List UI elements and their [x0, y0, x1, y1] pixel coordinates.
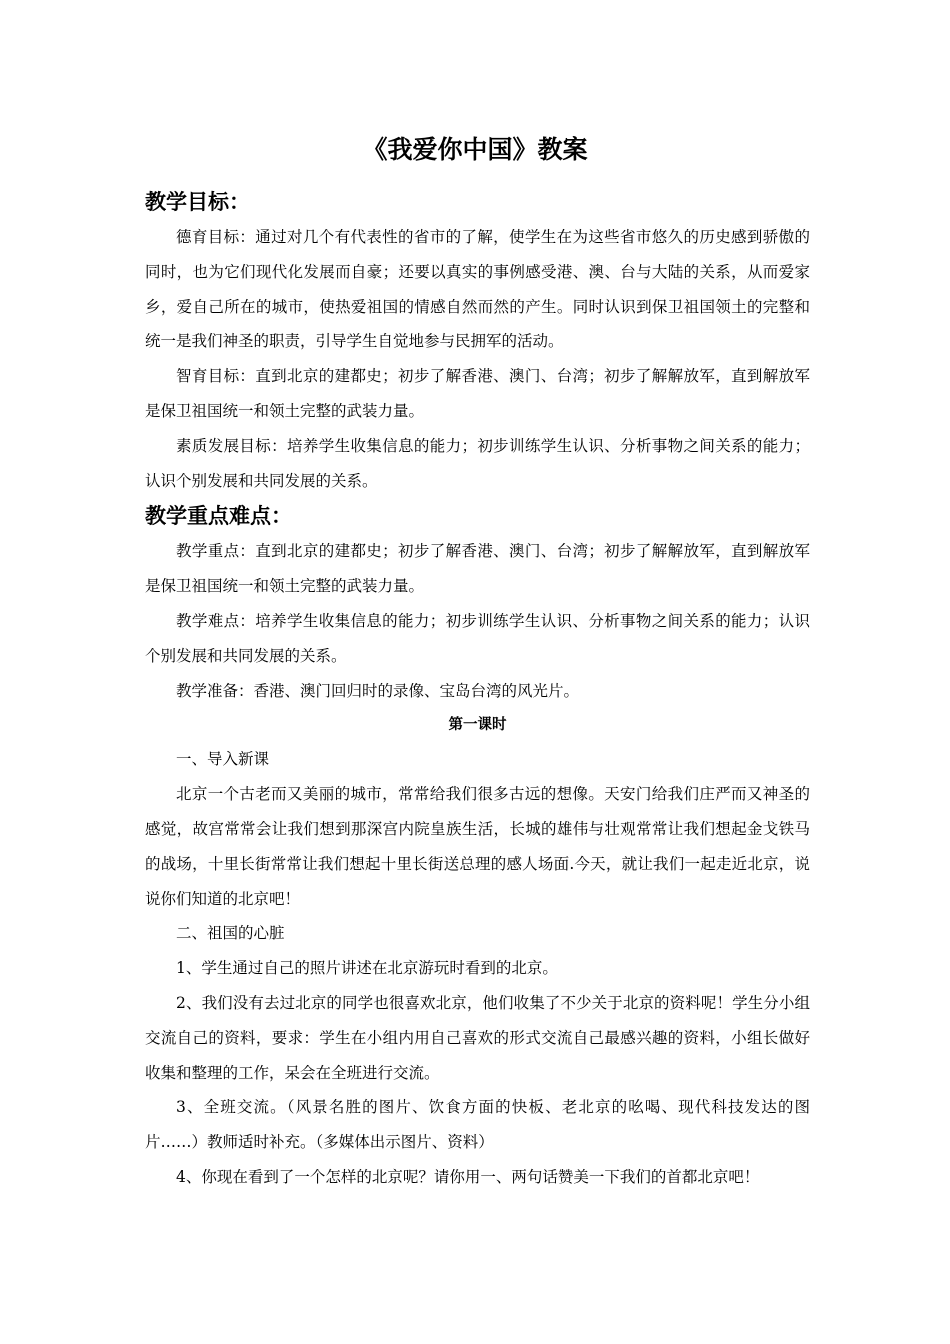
paragraph-step-3: 3、全班交流。（风景名胜的图片、饮食方面的快板、老北京的吆喝、现代科技发达的图片……）教师适时补充。（多媒体出示图片、资料）	[145, 1098, 810, 1152]
paragraph-step-4: 4、你现在看到了一个怎样的北京呢？请你用一、两句话赞美一下我们的首都北京吧！	[176, 1167, 760, 1186]
section-heading: 教学重点难点：	[145, 504, 292, 529]
paragraph-intro-text: 北京一个古老而又美丽的城市，常常给我们很多古远的想像。天安门给我们庄严而又神圣的感觉，故宫常常会让我们想到那深宫内院皇族生活，长城的雄伟与壮观常常让我们想起金戈铁马的战场，十里长街常常让我们想起十里长街送总理的感人场面.今天，就让我们一起走近北京，说说你们知道的北京吧！	[145, 785, 810, 908]
paragraph-step-1: 1、学生通过自己的照片讲述在北京游玩时看到的北京。	[176, 959, 558, 978]
paragraph-difficulty: 教学难点：培养学生收集信息的能力；初步训练学生认识、分析事物之间关系的能力；认识个别发展和共同发展的关系。	[145, 611, 810, 665]
section-first-lesson	[145, 708, 810, 1194]
document-body	[145, 184, 810, 1195]
document-title: 《我爱你中国》教案	[362, 135, 588, 164]
paragraph-quality-goal: 素质发展目标：培养学生收集信息的能力；初步训练学生认识、分析事物之间关系的能力；认识个别发展和共同发展的关系。	[145, 436, 810, 490]
paragraph-key-point: 教学重点：直到北京的建都史；初步了解香港、澳门、台湾；初步了解解放军，直到解放军是保卫祖国统一和领土完整的武装力量。	[145, 542, 810, 596]
paragraph-step-2: 2、我们没有去过北京的同学也很喜欢北京，他们收集了不少关于北京的资料呢！学生分小组交流自己的资料，要求：学生在小组内用自己喜欢的形式交流自己最感兴趣的资料，小组长做好收集和整理的工作，呆会在全班进行交流。	[145, 993, 810, 1082]
paragraph-intellectual-goal: 智育目标：直到北京的建都史；初步了解香港、澳门、台湾；初步了解解放军，直到解放军是保卫祖国统一和领土完整的武装力量。	[145, 367, 810, 420]
paragraph-intro-title: 一、导入新课	[176, 750, 270, 769]
section-key-points	[145, 498, 810, 708]
section-heading: 教学目标：	[145, 190, 250, 214]
paragraph-heart-title: 二、祖国的心脏	[176, 924, 285, 943]
paragraph-moral-goal: 德育目标：通过对几个有代表性的省市的了解，使学生在为这些省市悠久的历史感到骄傲的同时，也为它们现代化发展而自豪；还要以真实的事例感受港、澳、台与大陆的关系，从而爱家乡，爱自己所在的城市，使热爱祖国的情感自然而然的产生。同时认识到保卫祖国领土的完整和统一是我们神圣的职责，引导学生自觉地参与民拥军的活动。	[145, 228, 810, 351]
paragraph-preparation: 教学准备：香港、澳门回归时的录像、宝岛台湾的风光片。	[176, 681, 580, 700]
lesson-heading: 第一课时	[448, 717, 507, 734]
section-teaching-goals	[145, 184, 810, 498]
